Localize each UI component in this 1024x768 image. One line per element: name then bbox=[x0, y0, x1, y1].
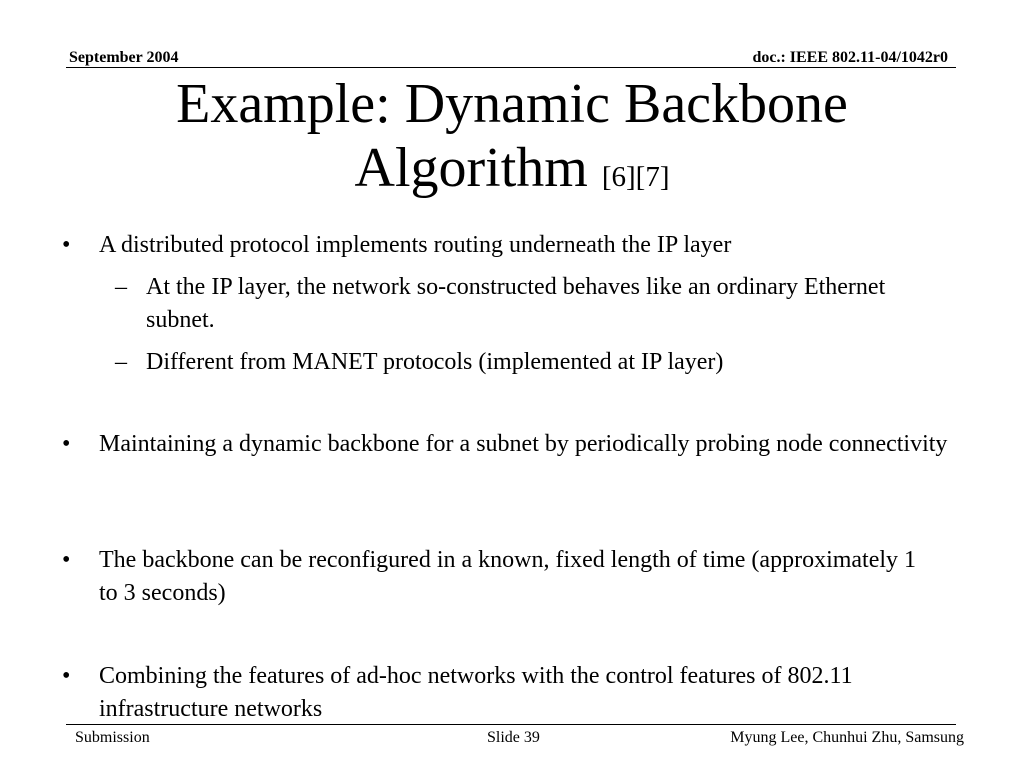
footer-divider bbox=[66, 724, 956, 725]
footer-submission: Submission bbox=[75, 729, 150, 746]
sub-bullet-text: Different from MANET protocols (implemented at IP layer) bbox=[146, 349, 724, 375]
header-date: September 2004 bbox=[69, 49, 179, 66]
bullet-item bbox=[62, 229, 952, 262]
sub-bullet-item bbox=[115, 271, 925, 337]
bullet-marker: • bbox=[62, 663, 71, 689]
footer-authors: Myung Lee, Chunhui Zhu, Samsung bbox=[730, 729, 964, 746]
sub-bullet-marker: – bbox=[115, 274, 127, 300]
title-references: [6][7] bbox=[601, 161, 670, 193]
header-doc-id: doc.: IEEE 802.11-04/1042r0 bbox=[752, 49, 948, 66]
title-line-2-text: Algorithm bbox=[354, 137, 588, 199]
sub-bullet-text: At the IP layer, the network so-constructed behaves like an ordinary Ethernet subnet. bbox=[146, 274, 886, 333]
footer-slide-number: Slide 39 bbox=[487, 729, 540, 746]
bullet-marker: • bbox=[62, 232, 71, 258]
bullet-text: Combining the features of ad-hoc networks with the control features of 802.11 infrastructure networks bbox=[99, 663, 853, 722]
title-line-2 bbox=[60, 136, 964, 209]
header-divider bbox=[66, 67, 956, 68]
bullet-text: The backbone can be reconfigured in a known, fixed length of time (approximately 1 to 3 seconds) bbox=[99, 547, 917, 606]
bullet-marker: • bbox=[62, 431, 71, 457]
bullet-text: A distributed protocol implements routing underneath the IP layer bbox=[99, 232, 732, 258]
sub-bullet-marker: – bbox=[115, 349, 127, 375]
bullet-item bbox=[62, 660, 932, 726]
bullet-item bbox=[62, 428, 962, 461]
bullet-text: Maintaining a dynamic backbone for a subnet by periodically probing node connectivity bbox=[99, 431, 948, 457]
sub-bullet-item bbox=[115, 346, 925, 379]
bullet-item bbox=[62, 544, 932, 610]
slide-title bbox=[60, 72, 964, 209]
bullet-marker: • bbox=[62, 547, 71, 573]
title-line-1: Example: Dynamic Backbone bbox=[176, 73, 848, 135]
